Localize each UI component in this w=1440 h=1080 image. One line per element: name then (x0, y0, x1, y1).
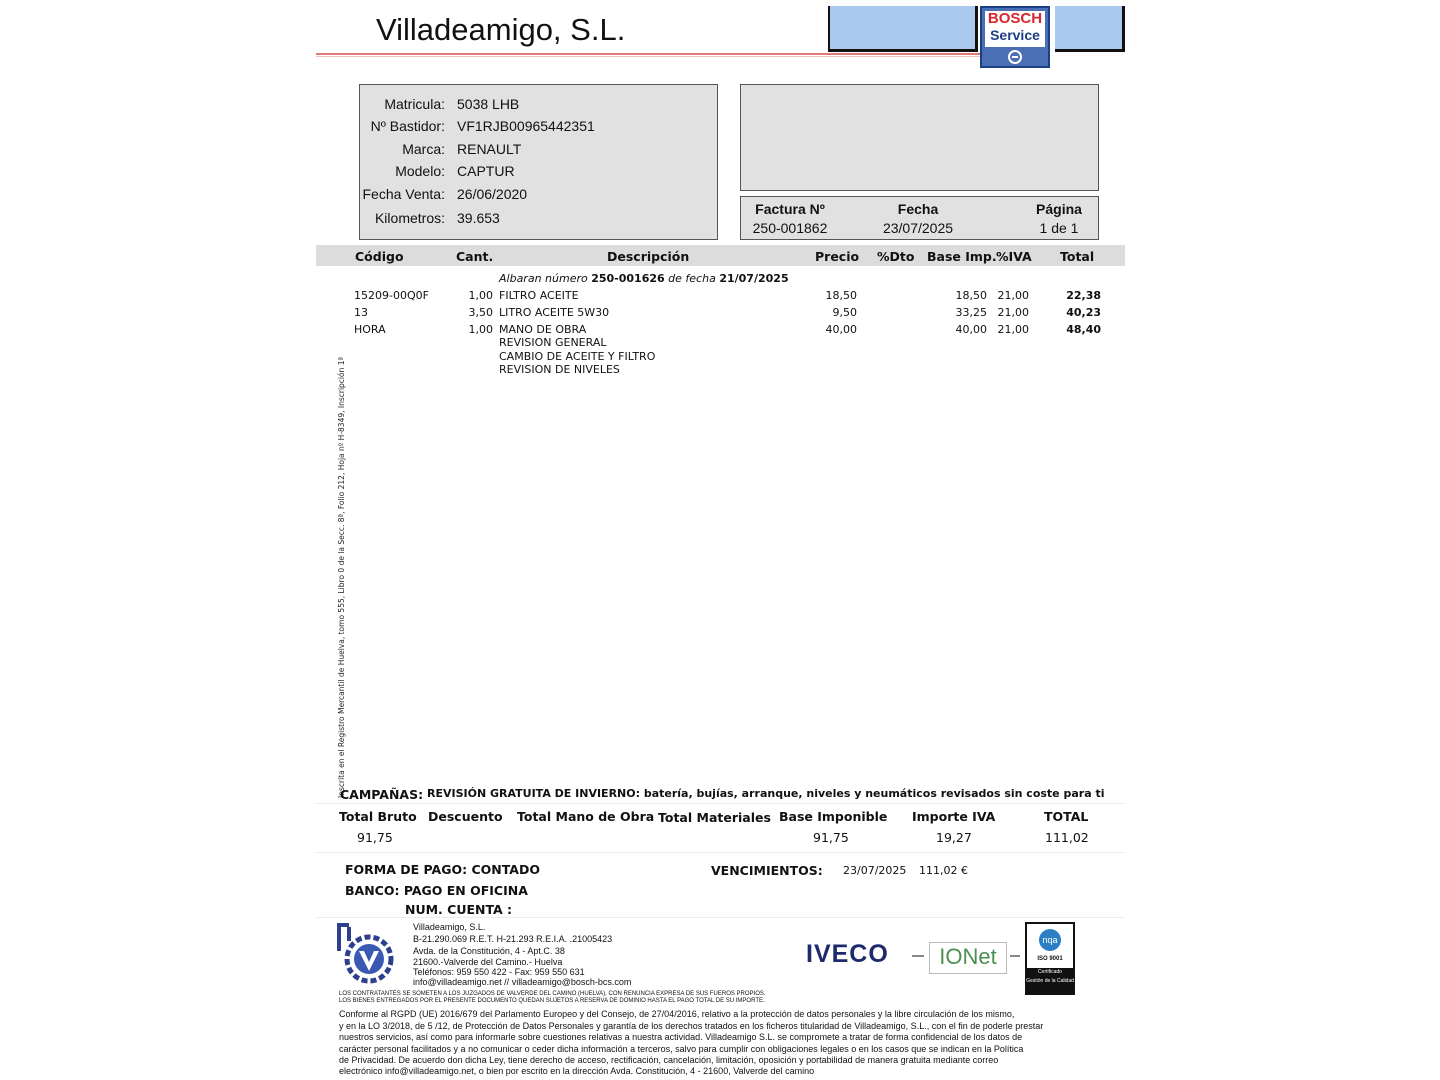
divider (316, 852, 1125, 853)
vehicle-row-modelo (360, 163, 719, 185)
base-imponible-value: 91,75 (813, 830, 849, 845)
vehicle-value: 39.653 (457, 210, 500, 226)
legal-line: de Privacidad. De acuerdo don dicha Ley, tiene derecho de acceso, rectificación, cancelación, limitación, oposición y portabilidad de manera gratuita mediante correo (339, 1055, 999, 1065)
campaigns-text: REVISIÓN GRATUITA DE INVIERNO: batería, bujías, arranque, niveles y neumáticos revisados sin coste para ti (427, 787, 1105, 800)
row-iva: 21,00 (997, 306, 1029, 319)
footer-company-line: Avda. de la Constitución, 4 - Apt.C. 38 (413, 946, 565, 956)
total-bruto-label: Total Bruto (339, 809, 417, 824)
total-value: 111,02 (1045, 830, 1089, 845)
vencimiento-amount: 111,02 € (919, 864, 968, 877)
certificado-label: Certificado (1038, 969, 1062, 975)
row-desc-extra: REVISION GENERAL (499, 336, 607, 349)
bosch-logo-text: BOSCH (987, 10, 1043, 27)
row-total: 22,38 (1066, 289, 1101, 302)
legal-small-line: LOS BIENES ENTREGADOS POR EL PRESENTE DOCUMENTO QUEDAN SUJETOS A RESERVA DE DOMINIO HASTA EL PAGO TOTAL DE SU IMPORTE. (339, 998, 765, 1004)
row-precio: 40,00 (825, 323, 857, 336)
vencimiento-date: 23/07/2025 (843, 864, 907, 877)
service-logo-text: Service (990, 27, 1040, 43)
nqa-logo-text: nqa (1039, 929, 1061, 951)
invoice-number-label: Factura Nº (755, 201, 825, 217)
divider (316, 917, 1125, 918)
row-base: 18,50 (955, 289, 987, 302)
banco: BANCO: PAGO EN OFICINA (345, 883, 528, 898)
table-row (0, 306, 1440, 322)
base-imponible-label: Base Imponible (779, 809, 888, 824)
row-iva: 21,00 (997, 323, 1029, 336)
materiales-label: Total Materiales (658, 810, 771, 825)
row-desc-extra: REVISION DE NIVELES (499, 363, 620, 376)
row-base: 40,00 (955, 323, 987, 336)
invoice-number-value: 250-001862 (752, 220, 828, 236)
vehicle-label: Marca: (402, 141, 445, 157)
vehicle-value: VF1RJB00965442351 (457, 118, 595, 134)
invoice-info-box (740, 196, 1099, 240)
footer-company-line: 21600.-Valverde del Camino.- Huelva (413, 957, 563, 967)
header-rule (316, 53, 1036, 55)
vehicle-value: CAPTUR (457, 163, 515, 179)
col-dto: %Dto (877, 249, 915, 264)
col-codigo: Código (355, 249, 404, 264)
row-desc: MANO DE OBRA (499, 323, 587, 336)
table-row (0, 289, 1440, 305)
descuento-label: Descuento (428, 809, 503, 824)
importe-iva-label: Importe IVA (912, 809, 996, 824)
legal-line: carácter personal facilitados y a no comunicar o ceder dicha información a terceros, salvo para cumplir con obligaciones legales o en los casos que se indican en la Política (339, 1044, 1024, 1054)
legal-line: y en la LO 3/2018, de 5 /12, de Protección de Datos Personales y garantía de los derechos tratados en los ficheros titularidad de Villadeamigo, S.L., con el fin de poderle prestar (339, 1021, 1044, 1031)
vehicle-info-box (359, 84, 718, 240)
company-title: Villadeamigo, S.L. (376, 12, 626, 47)
vehicle-label: Matricula: (384, 96, 445, 112)
divider (1010, 955, 1020, 957)
albaran-reference (499, 272, 789, 285)
row-desc-extra: CAMBIO DE ACEITE Y FILTRO (499, 350, 656, 363)
row-iva: 21,00 (997, 289, 1029, 302)
col-base: Base Imp. (927, 249, 997, 264)
ionet-logo: IONet (929, 942, 1007, 974)
invoice-page-label: Página (1036, 201, 1082, 217)
row-desc: FILTRO ACEITE (499, 289, 579, 302)
row-total: 48,40 (1066, 323, 1101, 336)
col-iva: %IVA (996, 249, 1032, 264)
table-row (0, 323, 1440, 339)
campaigns-label: CAMPAÑAS: (340, 787, 424, 802)
mano-obra-label: Total Mano de Obra (517, 809, 655, 824)
header-blue-block-left (828, 6, 978, 52)
vehicle-row-matricula (360, 96, 719, 118)
legal-small-line: LOS CONTRATANTES SE SOMETEN A LOS JUZGADOS DE VALVERDE DEL CAMINO (HUELVA), CON RENUNCIA EXPRESA DE SUS FUEROS PROPIOS. (339, 991, 766, 997)
row-cant: 3,50 (468, 306, 493, 319)
col-precio: Precio (815, 249, 860, 264)
albaran-prefix: Albaran número (499, 272, 588, 285)
col-total: Total (1060, 249, 1095, 264)
row-precio: 18,50 (825, 289, 857, 302)
row-base: 33,25 (955, 306, 987, 319)
invoice-page (1019, 201, 1099, 236)
vehicle-value: 26/06/2020 (457, 186, 528, 202)
vehicle-label: Nº Bastidor: (370, 118, 445, 134)
iso-label: ISO 9001 (1037, 956, 1063, 962)
footer-company-line: Villadeamigo, S.L. (413, 922, 486, 932)
client-address-box (740, 84, 1099, 191)
row-cant: 1,00 (468, 323, 493, 336)
header-rule-light (316, 56, 1036, 57)
col-descripcion: Descripción (607, 249, 690, 264)
albaran-mid: de fecha (668, 272, 716, 285)
vehicle-label: Kilometros: (374, 210, 445, 226)
num-cuenta: NUM. CUENTA : (405, 902, 513, 917)
vehicle-row-fecha-venta (360, 186, 719, 208)
registry-vertical-text: Inscrita en el Registro Mercantil de Huelva, tomo 555, Libro 0 de la Secc. 8ª, Folio 212, Hoja nº H-8349, Inscripción 1ª (337, 356, 346, 798)
albaran-date: 21/07/2025 (719, 272, 789, 285)
nqa-iso-badge (1025, 922, 1075, 995)
row-desc: LITRO ACEITE 5W30 (499, 306, 610, 319)
gear-logo-icon (333, 921, 399, 985)
invoice-page-value: 1 de 1 (1039, 220, 1079, 236)
invoice-date-label: Fecha (897, 201, 939, 217)
invoice-date-value: 23/07/2025 (882, 220, 954, 236)
row-precio: 9,50 (832, 306, 857, 319)
vehicle-row-bastidor (360, 118, 719, 140)
footer-company-line: Teléfonos: 959 550 422 - Fax: 959 550 631 (413, 967, 585, 977)
legal-line: Conforme al RGPD (UE) 2016/679 del Parlamento Europeo y del Consejo, de 27/04/2016, relativo a la protección de datos personales y la libre circulación de los mismo, (339, 1009, 1015, 1019)
vehicle-label: Fecha Venta: (362, 186, 445, 202)
row-codigo: 13 (354, 306, 368, 319)
forma-pago: FORMA DE PAGO: CONTADO (345, 862, 540, 877)
vehicle-row-kilometros (360, 210, 719, 232)
divider (316, 803, 1125, 804)
bosch-service-logo (980, 6, 1050, 68)
invoice-date (873, 201, 963, 236)
legal-line: electrónico info@villadeamigo.net, o bien por escrito en la dirección Avda. Constitución, 4 - 21600, Valverde del camino (339, 1066, 815, 1076)
row-total: 40,23 (1066, 306, 1101, 319)
gestion-label: Gestión de la Calidad (1026, 978, 1074, 984)
invoice-number (745, 201, 835, 236)
footer-company-line: B-21.290.069 R.E.T. H-21.293 R.E.I.A. .21005423 (413, 934, 613, 944)
divider (912, 955, 924, 957)
importe-iva-value: 19,27 (936, 830, 972, 845)
albaran-number: 250-001626 (591, 272, 665, 285)
bosch-armature-icon (1008, 50, 1022, 64)
row-codigo: 15209-00Q0F (354, 289, 429, 302)
table-header (316, 245, 1125, 266)
vencimientos-label: VENCIMIENTOS: (711, 863, 823, 878)
vehicle-row-marca (360, 141, 719, 163)
row-cant: 1,00 (468, 289, 493, 302)
total-label: TOTAL (1044, 809, 1089, 824)
iveco-logo: IVECO (806, 940, 889, 968)
vehicle-value: RENAULT (457, 141, 522, 157)
legal-line: nuestros servicios, así como para informarle sobre cuestiones relativas a nuestra actividad. Villadeamigo S.L. se compromete a tratar de forma confidencial de los datos de (339, 1032, 1023, 1042)
vehicle-label: Modelo: (395, 163, 445, 179)
total-bruto-value: 91,75 (357, 830, 393, 845)
header-blue-block-right (1055, 6, 1125, 52)
col-cant: Cant. (456, 249, 494, 264)
row-codigo: HORA (354, 323, 386, 336)
footer-company-line: info@villadeamigo.net // villadeamigo@bosch-bcs.com (413, 977, 632, 987)
vehicle-value: 5038 LHB (457, 96, 520, 112)
